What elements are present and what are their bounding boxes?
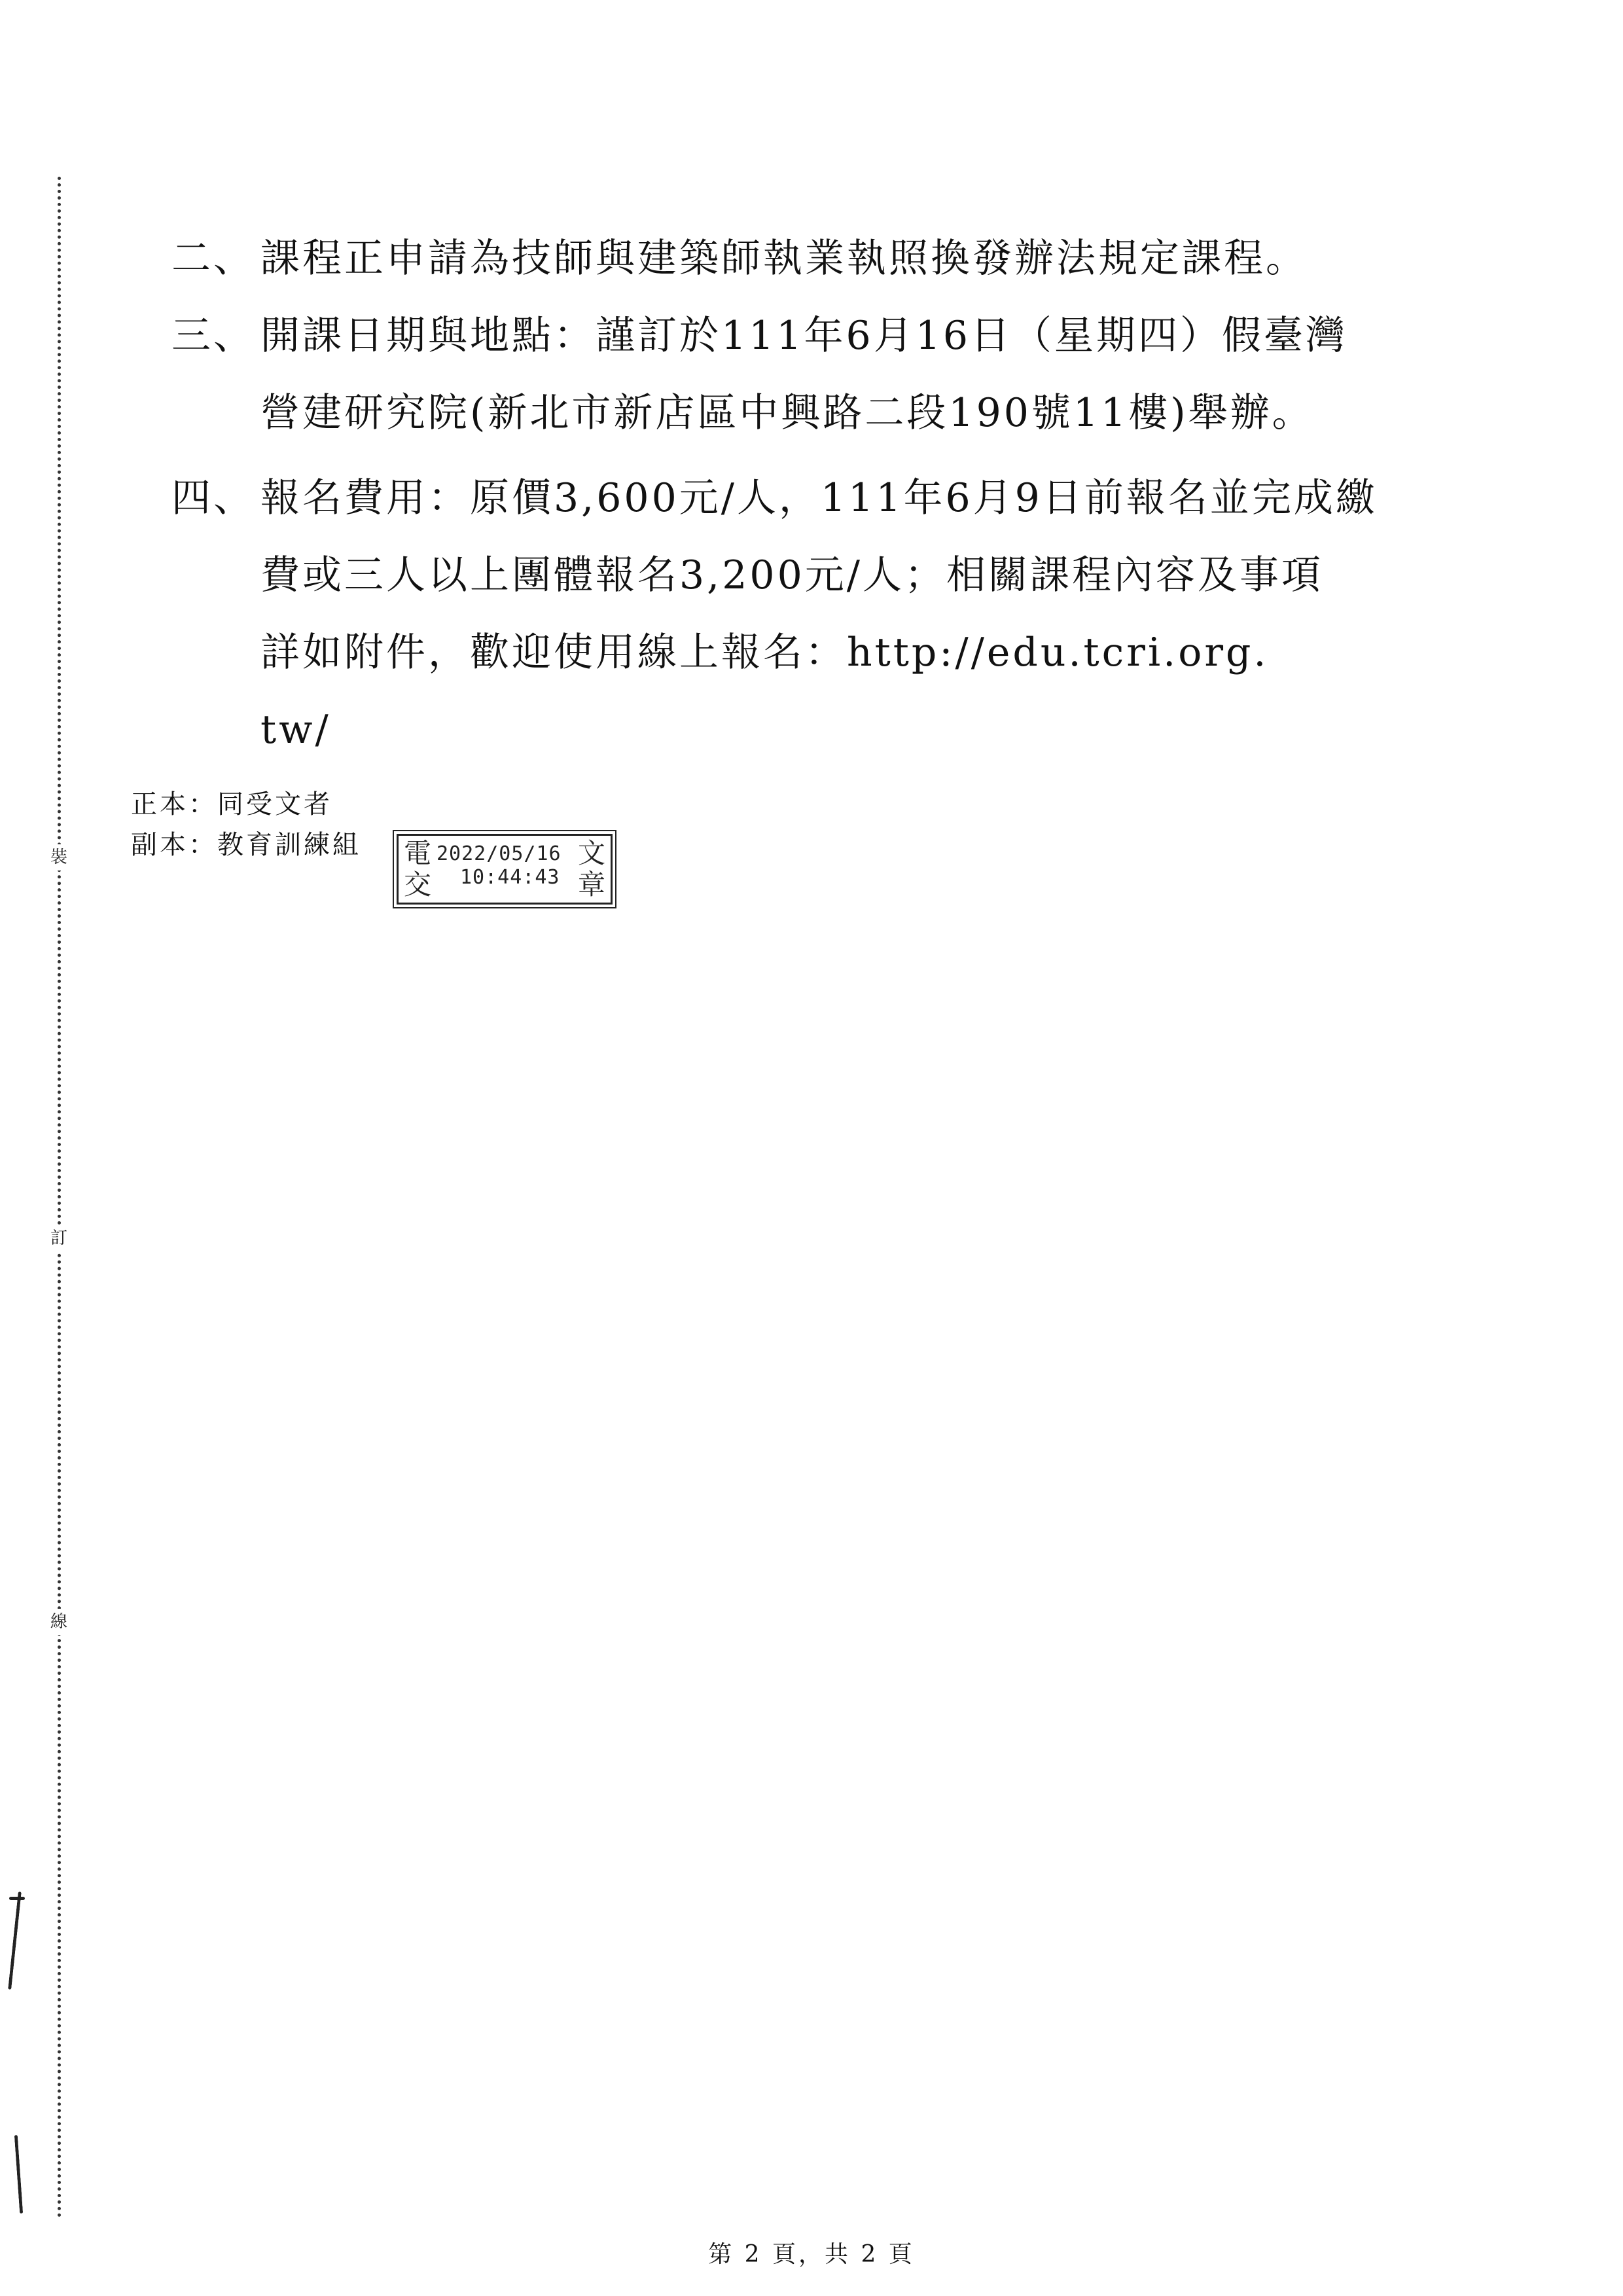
distribution-copy: 副本：教育訓練組 <box>131 830 361 860</box>
seal-time: 10:44:43 <box>460 866 560 889</box>
item-text-line: 報名費用：原價3,600元/人，111年6月9日前報名並完成繳 <box>260 475 1378 521</box>
item-number: 三、 <box>171 313 255 359</box>
seal-date: 2022/05/16 <box>437 842 562 865</box>
handwritten-mark <box>9 1897 25 1900</box>
seal-char: 文 <box>577 837 605 869</box>
binding-dotted-line <box>58 177 61 2219</box>
seal-char: 電 <box>404 837 432 869</box>
page-number: 第 2 頁，共 2 頁 <box>708 2241 915 2268</box>
item-text-line: 詳如附件，歡迎使用線上報名：http://edu.tcri.org. <box>260 630 1269 675</box>
binding-label-3: 線 <box>42 1609 76 1635</box>
handwritten-mark <box>14 2135 23 2214</box>
item-text-line: 開課日期與地點：謹訂於111年6月16日（星期四）假臺灣 <box>260 313 1348 359</box>
item-text-line: 費或三人以上團體報名3,200元/人；相關課程內容及事項 <box>260 552 1323 598</box>
handwritten-mark <box>8 1892 22 1990</box>
item-two <box>171 220 1402 297</box>
item-four <box>171 459 1402 768</box>
binding-label-2: 訂 <box>42 1225 76 1251</box>
item-text-line: tw/ <box>260 707 331 753</box>
binding-label-1: 裝 <box>42 844 76 870</box>
e-document-seal <box>397 834 613 905</box>
item-text-line: 營建研究院(新北市新店區中興路二段190號11樓)舉辦。 <box>260 390 1314 436</box>
item-number: 四、 <box>171 475 255 521</box>
seal-char: 交 <box>404 869 432 901</box>
item-text-line: 課程正申請為技師與建築師執業執照換發辦法規定課程。 <box>260 236 1308 281</box>
item-number: 二、 <box>171 236 255 281</box>
seal-char: 章 <box>577 869 605 901</box>
item-three <box>171 297 1402 452</box>
distribution-original: 正本：同受文者 <box>131 789 332 819</box>
